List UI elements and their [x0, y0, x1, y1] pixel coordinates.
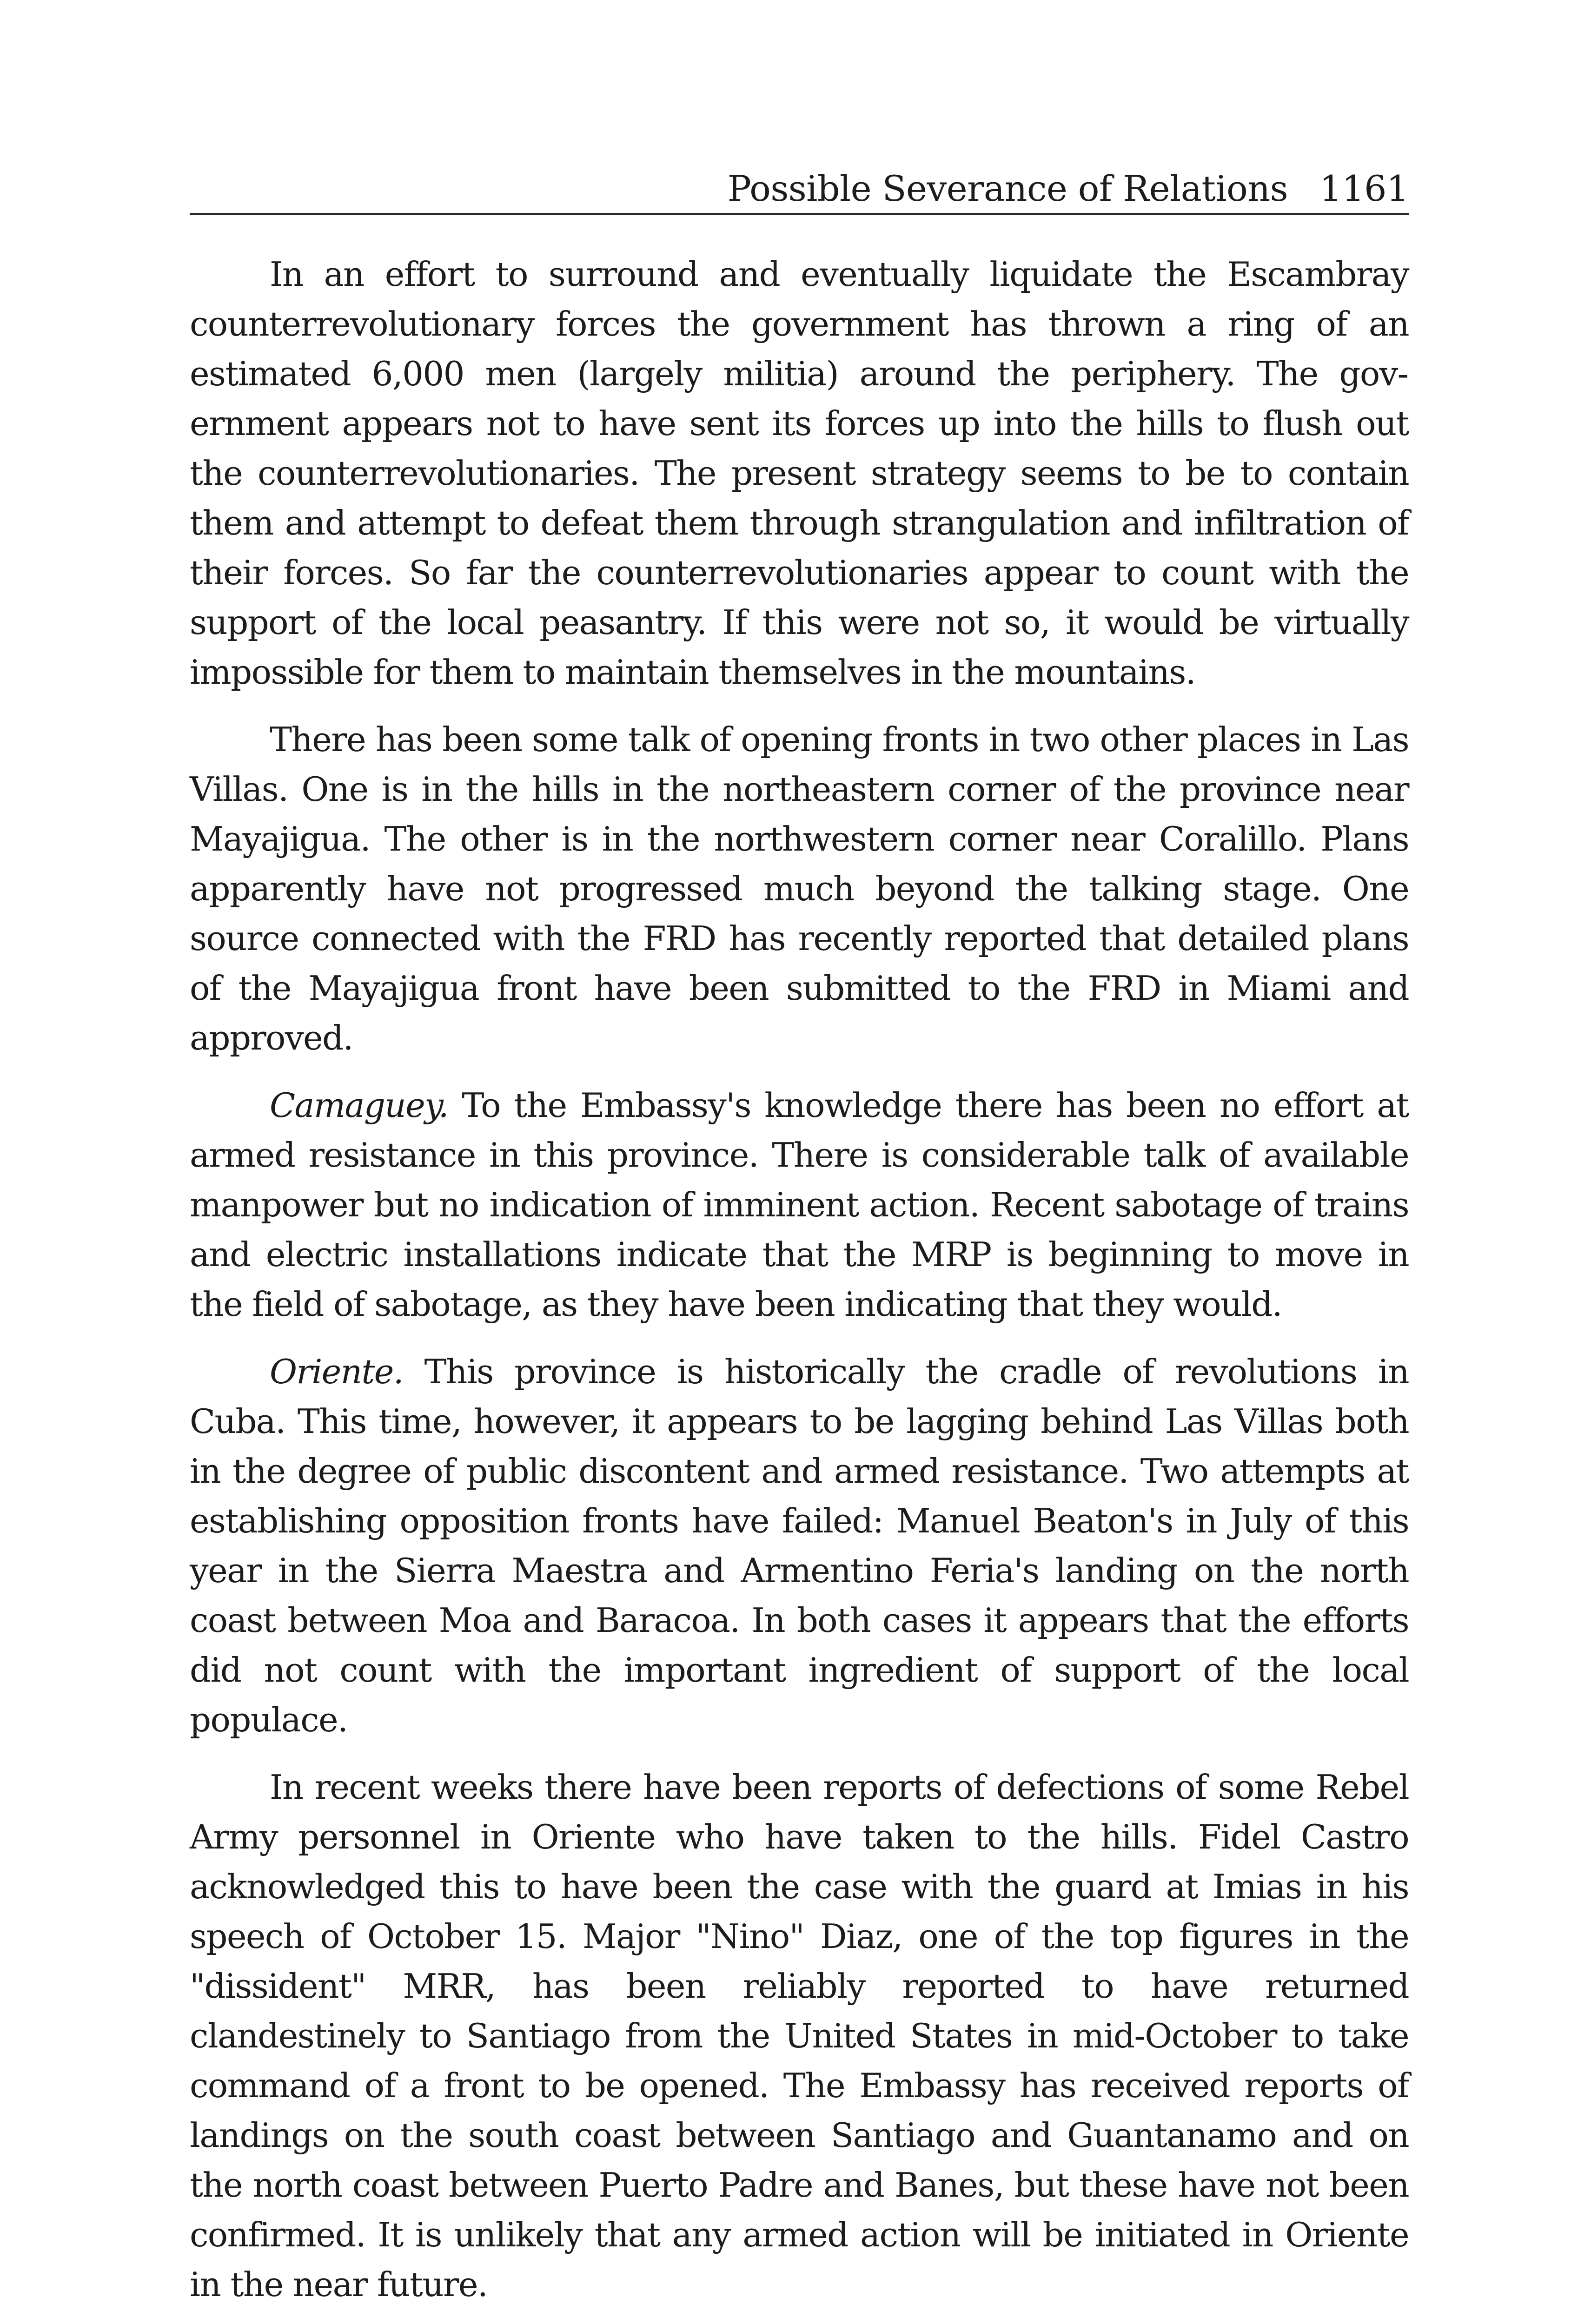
- paragraph-las-villas-fronts: [190, 715, 1409, 1063]
- paragraph-text: To the Embassy's knowledge there has been no effort at armed resistance in this province. There is considerable talk of available manpower but no indication of imminent action. Recent sabotage of trains and electric installations indicate that the MRP is beginning to move in the field of sabotage, as they have been indicating that they would.: [190, 1086, 1409, 1324]
- paragraph-text: This province is historically the cradle of revolutions in Cuba. This time, however, it appears to be lagging behind Las Villas both in the degree of public discontent and armed resistance. Two attempts at establishing opposition fronts have failed: Manuel Beaton's in July of this year in the Sierra Maestra and Armentino Feria's landing on the north coast between Moa and Baracoa. In both cases it appears that the efforts did not count with the important ingredient of support of the local populace.: [190, 1352, 1409, 1739]
- running-header: [190, 153, 1409, 215]
- paragraph-escambray: [190, 250, 1409, 697]
- running-title: Possible Severance of Relations: [727, 168, 1288, 209]
- paragraph-camaguey: [190, 1081, 1409, 1329]
- paragraph-oriente: [190, 1347, 1409, 1745]
- book-page: [190, 153, 1409, 2324]
- page-number: 1161: [1319, 168, 1409, 209]
- section-run-in-heading: Oriente.: [270, 1352, 404, 1391]
- section-run-in-heading: Camaguey.: [270, 1086, 448, 1125]
- paragraph-text: In recent weeks there have been reports of defections of some Rebel Army personnel in Oriente who have taken to the hills. Fidel Castro acknowledged this to have been the case with the guard at Imias in his speech of October 15. Major "Nino" Diaz, one of the top figures in the "dissident" MRR, has been reliably reported to have returned clandestinely to Santiago from the United States in mid-October to take command of a front to be opened. The Embassy has received reports of landings on the south coast between Santiago and Guantanamo and on the north coast between Puerto Padre and Banes, but these have not been confirmed. It is unlikely that any armed action will be initiated in Oriente in the near future.: [190, 1768, 1409, 2304]
- paragraph-defections: [190, 1763, 1409, 2310]
- paragraph-text: In an effort to surround and eventually liquidate the Escambray counterrevolutionary forces the government has thrown a ring of an estimated 6,000 men (largely militia) around the periphery. The government appears not to have sent its forces up into the hills to flush out the counterrevolutionaries. The present strategy seems to be to contain them and attempt to defeat them through strangulation and infiltration of their forces. So far the counterrevolutionaries appear to count with the support of the local peasantry. If this were not so, it would be virtually impossible for them to maintain themselves in the mountains.: [190, 255, 1409, 692]
- body-text: [190, 250, 1409, 2310]
- paragraph-text: There has been some talk of opening fronts in two other places in Las Villas. One is in the hills in the northeastern corner of the province near Mayajigua. The other is in the northwestern corner near Coralillo. Plans apparently have not progressed much beyond the talking stage. One source connected with the FRD has recently reported that detailed plans of the Mayajigua front have been submitted to the FRD in Miami and approved.: [190, 720, 1409, 1057]
